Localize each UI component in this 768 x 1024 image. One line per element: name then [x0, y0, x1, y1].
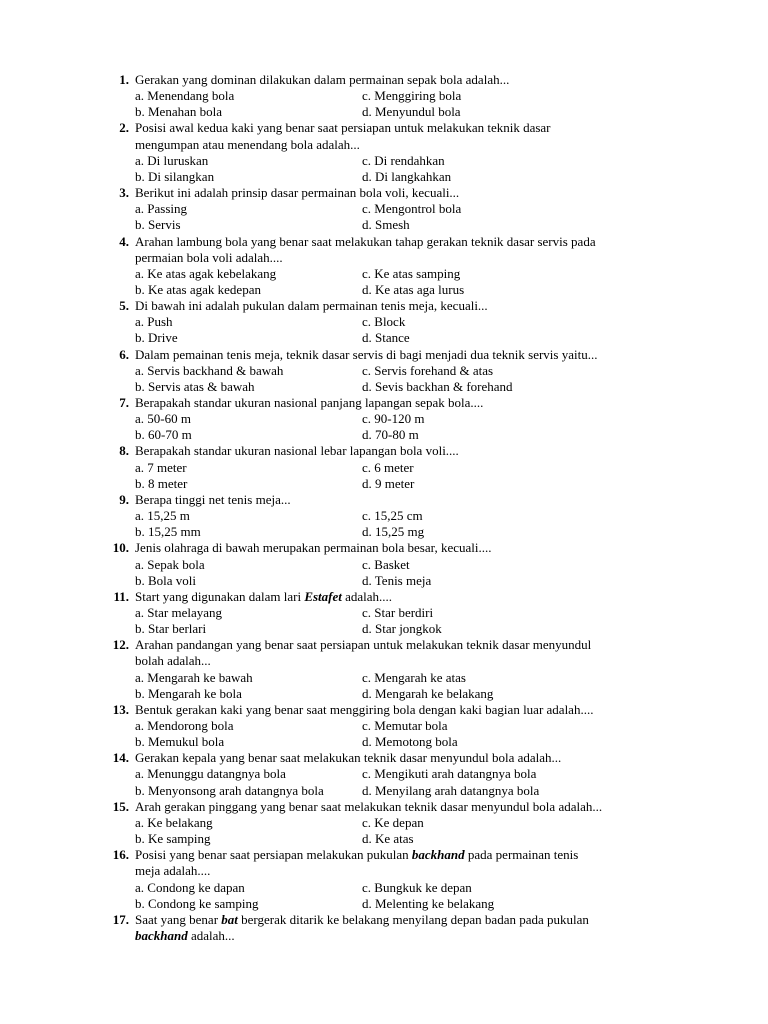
question-text	[112, 911, 589, 928]
option-d: d. Star jongkok	[362, 621, 442, 637]
option-d: d. Menyundul bola	[362, 104, 461, 120]
question-text-segment: bergerak ditarik ke belakang menyilang depan badan pada pukulan	[237, 911, 589, 927]
option-b: b. Menahan bola	[135, 104, 223, 120]
question-number: 17.	[112, 911, 129, 927]
question-number: 2.	[119, 120, 129, 136]
option-b: b. Ke atas agak kedepan	[135, 281, 261, 297]
question-text	[119, 346, 598, 363]
question-text	[112, 798, 603, 815]
option-c: c. Bungkuk ke depan	[362, 879, 472, 895]
question-number: 11.	[113, 588, 129, 604]
question-text-segment: mengumpan atau menendang bola adalah...	[135, 136, 360, 152]
question-text-segment: meja adalah....	[135, 863, 211, 879]
option-d: d. Melenting ke belakang	[362, 895, 495, 911]
question-text	[112, 701, 594, 718]
question-number: 12.	[112, 637, 129, 653]
option-d: d. Memotong bola	[362, 734, 458, 750]
question-text-segment: Arahan pandangan yang benar saat persiapan untuk melakukan teknik dasar menyundul	[135, 637, 592, 653]
option-d: d. Menyilang arah datangnya bola	[362, 782, 540, 798]
option-b: b. Servis	[135, 217, 181, 233]
question-text-segment: Posisi yang benar saat persiapan melakukan pukulan	[135, 847, 412, 863]
question-text-segment: adalah....	[341, 588, 393, 604]
question-text-segment: Gerakan yang dominan dilakukan dalam permainan sepak bola adalah...	[135, 72, 510, 87]
option-c: c. Ke depan	[362, 814, 424, 830]
question-number: 16.	[112, 847, 129, 863]
question-text-segment: permaian bola voli adalah....	[135, 249, 283, 265]
question-number: 13.	[112, 701, 129, 717]
question-number: 3.	[119, 185, 129, 201]
question-text	[113, 588, 393, 605]
option-d: d. Stance	[362, 330, 410, 346]
question-text-segment: Posisi awal kedua kaki yang benar saat persiapan untuk melakukan teknik dasar	[135, 120, 551, 136]
option-a: a. Condong ke dapan	[135, 879, 245, 895]
option-d: d. 15,25 mg	[362, 524, 425, 540]
option-d: d. Ke atas aga lurus	[362, 281, 465, 297]
option-d: d. Di langkahkan	[362, 168, 452, 184]
question-text-segment: Saat yang benar	[135, 911, 222, 927]
option-c: c. 6 meter	[362, 459, 414, 475]
option-a: a. Servis backhand & bawah	[135, 362, 284, 378]
question-text-continued	[135, 863, 210, 879]
question-text-segment: bolah adalah...	[135, 653, 211, 669]
question-text-continued	[135, 653, 211, 669]
option-a: a. Star melayang	[135, 604, 222, 620]
question-number: 10.	[112, 540, 129, 556]
option-a: a. Passing	[135, 201, 187, 217]
option-b: b. Servis atas & bawah	[135, 378, 255, 394]
question-text-segment: pada permainan tenis	[464, 847, 579, 863]
question-text-continued	[135, 250, 283, 266]
question-number: 14.	[112, 750, 129, 766]
option-d: d. Mengarah ke belakang	[362, 685, 494, 701]
emphasized-term: backhand	[411, 847, 465, 863]
question-text	[119, 443, 459, 459]
question-number: 15.	[112, 798, 129, 814]
question-text-segment: Bentuk gerakan kaki yang benar saat menggiring bola dengan kaki bagian luar adalah....	[135, 701, 594, 717]
question-text-segment: Dalam pemainan tenis meja, teknik dasar servis di bagi menjadi dua teknik servis yaitu...	[135, 346, 598, 362]
option-a: a. Push	[135, 314, 173, 330]
question-text-segment: Berapa tinggi net tenis meja...	[135, 491, 291, 507]
question-text-continued	[135, 137, 360, 153]
question-text-segment: Berapakah standar ukuran nasional lebar lapangan bola voli....	[135, 443, 459, 459]
option-c: c. Block	[362, 314, 406, 330]
option-a: a. Sepak bola	[135, 556, 205, 572]
question-text-segment: adalah...	[187, 927, 235, 943]
option-b: b. Menyonsong arah datangnya bola	[135, 782, 324, 798]
option-b: b. 15,25 mm	[135, 524, 201, 540]
question-text-segment: Start yang digunakan dalam lari	[135, 588, 305, 604]
option-c: c. 90-120 m	[362, 411, 425, 427]
option-d: d. Smesh	[362, 217, 410, 233]
option-b: b. Mengarah ke bola	[135, 685, 242, 701]
question-text	[112, 637, 592, 653]
question-text-segment: Gerakan kepala yang benar saat melakukan teknik dasar menyundul bola adalah...	[135, 750, 562, 766]
option-a: a. Menendang bola	[135, 88, 235, 104]
question-number: 6.	[119, 346, 129, 362]
question-text	[119, 491, 291, 508]
option-c: c. Memutar bola	[362, 718, 448, 733]
option-c: c. Basket	[362, 556, 410, 572]
option-a: a. 7 meter	[135, 459, 187, 475]
question-number: 8.	[119, 443, 129, 459]
emphasized-term: bat	[221, 911, 238, 927]
option-a: a. Di luruskan	[135, 152, 209, 168]
option-a: a. Menunggu datangnya bola	[135, 766, 286, 782]
question-text	[112, 540, 492, 556]
option-c: c. 15,25 cm	[362, 508, 423, 524]
question-text	[119, 120, 551, 136]
option-a: a. Mengarah ke bawah	[135, 669, 253, 685]
option-d: d. 9 meter	[362, 475, 415, 491]
option-c: c. Menggiring bola	[362, 88, 462, 104]
option-b: b. 8 meter	[135, 475, 188, 491]
question-text	[119, 233, 596, 250]
option-a: a. Mendorong bola	[135, 718, 234, 733]
question-number: 4.	[119, 233, 129, 249]
question-text	[119, 298, 488, 314]
option-a: a. Ke belakang	[135, 814, 213, 830]
option-b: b. Condong ke samping	[135, 895, 259, 911]
question-text-segment: Arah gerakan pinggang yang benar saat melakukan teknik dasar menyundul bola adalah...	[135, 798, 603, 814]
option-c: c. Di rendahkan	[362, 152, 445, 168]
question-text-continued	[135, 928, 235, 944]
question-text-segment: Arahan lambung bola yang benar saat melakukan tahap gerakan teknik dasar servis pada	[135, 233, 596, 249]
question-text	[119, 72, 510, 88]
option-d: d. Sevis backhan & forehand	[362, 378, 513, 394]
option-d: d. Ke atas	[362, 831, 414, 847]
question-text-segment: Berapakah standar ukuran nasional panjang lapangan sepak bola....	[135, 395, 484, 410]
option-c: c. Ke atas samping	[362, 265, 461, 281]
option-c: c. Servis forehand & atas	[362, 362, 494, 378]
question-text	[112, 750, 562, 766]
question-number: 9.	[119, 491, 129, 507]
emphasized-term: backhand	[135, 927, 188, 943]
question-text-segment: Jenis olahraga di bawah merupakan permainan bola besar, kecuali....	[135, 540, 492, 556]
option-d: d. Tenis meja	[362, 572, 432, 588]
question-text	[112, 847, 579, 863]
emphasized-term: Estafet	[304, 588, 342, 604]
option-b: b. 60-70 m	[135, 427, 192, 443]
option-a: a. Ke atas agak kebelakang	[135, 265, 277, 281]
option-b: b. Drive	[135, 330, 178, 346]
question-number: 7.	[119, 395, 129, 410]
question-text	[119, 185, 460, 201]
option-b: b. Memukul bola	[135, 734, 225, 750]
option-b: b. Ke samping	[135, 831, 211, 847]
question-number: 5.	[119, 298, 129, 314]
option-b: b. Di silangkan	[135, 168, 215, 184]
question-text	[119, 395, 484, 411]
option-c: c. Mengikuti arah datangnya bola	[362, 766, 537, 782]
question-text-segment: Berikut ini adalah prinsip dasar permainan bola voli, kecuali...	[135, 185, 460, 201]
option-b: b. Star berlari	[135, 621, 207, 637]
option-a: a. 15,25 m	[135, 508, 190, 524]
question-number: 1.	[119, 72, 129, 87]
option-c: c. Mengontrol bola	[362, 201, 462, 217]
option-c: c. Star berdiri	[362, 604, 434, 620]
question-text-segment: Di bawah ini adalah pukulan dalam permainan tenis meja, kecuali...	[135, 298, 488, 314]
option-a: a. 50-60 m	[135, 411, 191, 427]
option-c: c. Mengarah ke atas	[362, 669, 466, 685]
option-d: d. 70-80 m	[362, 427, 419, 443]
option-b: b. Bola voli	[135, 572, 197, 588]
